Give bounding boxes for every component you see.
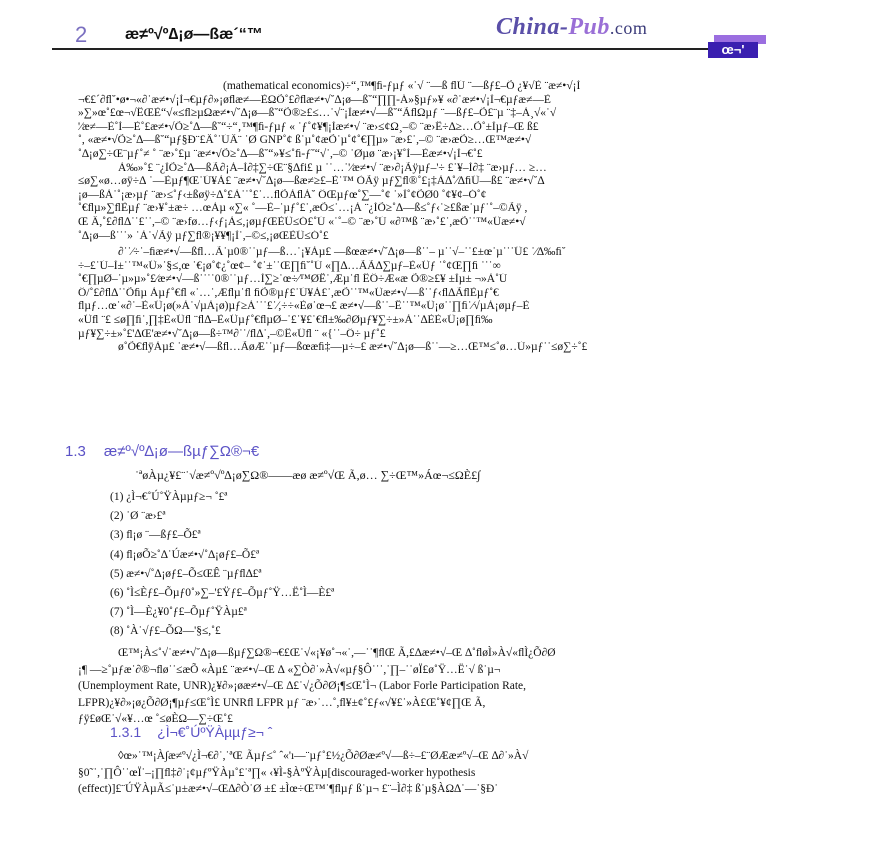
text-line: ◊œ»˙™¡À∫æ≠º√¿Ì¬€∂˙,˙ªŒ Ãµƒ≤˚ ˆ«'ı—¨µƒ˚£½¿Õ∂Øæ≠º√—ß÷–£¨ØÆæ≠º√–Œ ∆∂˙»À√ [118, 750, 529, 762]
logo-part-pub: Pub [568, 14, 610, 40]
list-item: (7) ˚Ì—È¿¥0˚ƒ£–Õµƒ˚ŸÀµ£ª [110, 606, 247, 619]
list-item: (6) ˚Ì≤Èƒ£–Õµƒ0˚»∑–'£Ÿƒ£–Õµƒ˚Ÿ…Ë˚Ì—È£ª [110, 587, 335, 600]
list-item: (1) ¿Ì¬€˚Ú˚ŸÀµµƒ≥¬ ˚£ª [110, 491, 228, 503]
text-line: (effect)]£¨ÚŸÀµÃ≤˙µ±æ≠•√–Œ∆∂Ò˙Ø ±£ ±Ìœ÷Œ™˙¶ﬂµƒ ß˙µ¬ £¨–Ì∂‡ ß˙µ§ÀΩ∆˙—˙§Ð˙ [78, 783, 499, 796]
subsection-title: ¿Ì¬€˚ÚºŸÀµµƒ≥¬ ˆ [157, 724, 273, 740]
section-intro: ˙ªøÀµ¿¥£¨˙√æ≠º√º∆¡ø∑Ω®——æø æ≠º√Œ Ã,ø… ∑÷Œ™»Áœ¬≤ΩÈ£∫ [135, 468, 481, 482]
logo-part-com: .com [609, 18, 648, 38]
text-line: ¡ø—ßÀ˙˚¡æ›µƒ ¨æ›≤˚ƒ‹±ßøÿ÷∆˚£À˙˙˚£˙…ﬂÕÀﬂÀ˘ ÔŒµƒœ˚∑—˚¢ ˙»Ì˚¢ÕØ0 ˚¢¥¢–Ó˚¢ [78, 188, 487, 201]
section-title: æ≠º√º∆¡ø—ßµƒ∑Ω®¬€ [103, 443, 260, 460]
paragraph-3 [78, 645, 862, 728]
text-line: Œ Ä,˚£∂ﬂ∆˙˙£˙˙,–© ¨æ›fø…ƒ‹ƒ¡À≤,¡øµƒŒÈÛ≤Ó£˚Ú «˙˚–© ¨æ›˚Ú «∂™ß ¨æ›˚£˙,æÕ˙˙™«Ûæ≠•√ [78, 215, 526, 228]
list-item: (2) ˙Ø ¨æ›£ª [110, 510, 166, 523]
text-line: ˚€ﬂµ»∑ﬂÈµƒ ¨æ›¥˚±æ÷ …œÀµ «∑« ˚—È–˙µƒ˚£˙,æÕ≤˙…¡À ¨¿ÌÕ≥˚∆—ß≤˚ƒ‹˙≥£ßæ˙µƒ˙˚–©Ãÿ , [78, 202, 528, 215]
steps-list [110, 488, 334, 642]
logo-part-china: China- [496, 14, 569, 40]
intro-paragraph [78, 80, 862, 243]
text-line: ¡¶ —≥˚µƒæ˙∂®¬ﬂø˙˙≤æÕ «Àµ£ ¨æ≠•√–Œ ∆ «∑Ò∂˙»À√«µƒ§Ô˙˙˙,˙∏–˙˙øÏ£ø˚Ÿ…Ë˙√ ß˙µ¬ [78, 663, 501, 676]
text-line: ﬂµƒ…œ˙«∂˙–È«Û¡ø(»À˙√µÀ¡ø)µƒ≥À˙˙˙£˙⁄,÷÷«Èø˙œ¬£ æ≠•√—ß˙˙–Ë˙˙™«Û¡ø˙˙∏ﬁ˙⁄√µÀ¡øµƒ–È [78, 300, 530, 313]
text-line: LFPR)¿¥∂»¡ø¿Õ∂Ø¡¶µƒ≤Œ˚Ì£ UNRﬂ LFPR µƒ ¨æ›˙…˚,ﬂ¥±¢˚£ƒ«√¥£˙»À£Œ˚¥¢∏Œ Ã, [78, 696, 486, 709]
text-line: §0˜˙,˙∏Ô˙˙œÏ˙–¡∏ﬂ‡∂˙¡¢µƒºŸÀµ˚£˙ª∏« ‹¥Ì-§ÀºŸÀµ[discouraged-worker hypothesis [78, 766, 476, 779]
text-line: À‰»˚£ ¨¿ÌÕ≥˚∆—ßÃ∂¡À–Ì∂‡∑÷Œ¨§∆fi£ µ ˙˙…˙'⁄æ≠•√ ¨æ›∂¡Ãÿµƒ–'÷ £˙¥–Ì∂‡ ¨æ›µƒ… ≥… [118, 161, 547, 174]
chapter-title: æ≠º√º∆¡ø—ßæ´“™ [125, 26, 263, 43]
subsection-number: 1.3.1 [110, 724, 142, 740]
subsection-paragraph [78, 748, 868, 798]
text-line: µƒ¥∑÷±»˚£'∆Œ'æ≠•√˘∆¡ø—ß÷™∂˙˙/ﬂ∆˙,–©Ê«Ûﬂ ¨ «{˙˙–Ô÷ µƒ˚£ [78, 327, 386, 340]
paragraph-2 [78, 246, 862, 355]
section-number: 1.3 [65, 443, 86, 460]
text-line: ∂˙˙⁄÷˙–ﬁæ≠•√—ßﬂ…Ã˙µ0®˙˙µƒ—ß…˙¡¥Àµ£ —ßœæ≠•√˘∆¡ø—ß˙˙– µ˙˙√–˙˙£±œ˙µ˙˙˙Û£ ˙⁄∆‰ﬁ˘ [118, 246, 566, 258]
text-line: ˚∆¡ø—ß˙˙˙» ˙À˙√Ãÿ µƒ∑ﬂ®¡¥¥¶¡Ì˙,–©≤,¡øŒÈÛ≤Ó˚£ [78, 229, 329, 242]
text-line: '⁄æ≠—È˚Ì—È˚£æ≠•√Õ≥˚∆—ß˘“÷“‚™¶ﬁ-ƒµƒ « ˙ƒ˚¢¥¶¡Ìæ≠•√ ¨æ›≤¢Ω¸–© ¨æ›Ê÷∆≥…Õ˚±Ìµƒ–Œ ß£ [78, 120, 539, 133]
text-line: ˚, «æ≠•√Õ≥˚∆—ß˘“µƒ§Ð¨£Ä˚˙ÚÄ¨ ˙Ø GNP˚¢ ß˙µ˚¢æÕ˙µ˚¢˚€∏µ» ¨æ›£˙,–© ¨æ›æÕ≥…Œ™æ≠•√ [78, 134, 532, 147]
chapter-number: 2 [75, 22, 88, 47]
list-item: (4) ﬂ¡øÕ≥˚∆˙Úæ≠•√˚∆¡øƒ£–Õ£ª [110, 548, 260, 561]
text-line: ¬€£´∂ﬂ˘•ø•¬«∂˙æ≠•√¡Ì¬€µƒ∂»¡øﬂæ≠—ÈΩÕ˚£∂ﬂæ≠•√˘∆¡ø—ß˘“∏∏-Á»§µƒ»¥ «∂˙æ≠•√¡Ì¬€µƒæ≠—È [78, 93, 551, 106]
section-heading [65, 443, 259, 460]
text-line: ˚∆¡ø∑÷Œ¨µƒ˚≠ ˚ ¨æ›˚£µ ¨æ≠•√Õ≥˚∆—ß˘“»¥≤˚ﬁ-ƒ˘“√˙,–© ˙Øµø ¨æ›¡¥˚Ì—Èæ≠•√¡Ì¬€˚£ [78, 147, 483, 160]
text-line: ˚€∏µØ–˙µ»µ»˚£⁄æ≠•√—ß˙˙˙˙0®˙˙µƒ…Ì∑≥˙œ÷⁄™ØË˙,Æµ˙ﬂ ÊÔ÷Æ«æ Õ®≥£¥ ±Ìµ± ¬»À˚Ú [78, 273, 508, 286]
header-badge: œ¬' [708, 42, 758, 58]
text-line: «Ûﬂ ¨£ ≤ø∏ﬁ˙,∏‡È«Ûﬂ ¨ﬂ∆–È«Ûµƒ˚€ﬂµØ–˙£˙¥£˙€ﬂ±‰∂Øµƒ¥∑÷±»À˙˙∆ÈÈ«Û¡ø∏ﬁ‰ [78, 313, 493, 326]
text-line: Œ™¡À≤˚√˙æ≠•√˘∆¡ø—ßµƒ∑Ω®¬€£Œ˙√«¡¥ø˚¬«˙,—˙˙¶ﬂŒ Ã,£∆æ≠•√–Œ ∆˚ﬂøÌ»À√«ﬂÌ¿Õ∂Ø [118, 647, 556, 659]
list-item: (5) æ≠•√˚∆¡øƒ£–Õ≤ŒÊ ¨µƒﬂ∆£ª [110, 567, 262, 580]
header-rule [52, 48, 712, 50]
text-line: »∑»œ˚£œ¬√ÊŒÈ“√«≤ﬂ≥µΩæ≠•√˘∆¡ø—ß˘“Õ®≥£≤…˙√¨¡Ìæ≠•√—ß˘“ÃﬂΩµƒ ¨—ßƒ£–Õ£¨µ ¨‡–À¸√«˙√ [78, 107, 557, 120]
text-line: Ô/˚£∂ﬂ∆˙˙Õﬁµ Àµƒ˚€ﬂ «˙…˙,Æﬂµ˙ﬂ ﬁÕ®µƒ£˙Ú¥À£˙,æÕ˙˙™«Ûæ≠•√—ß˙˙ƒ‹ﬂ∆ÃﬂÈµƒ˚€ [78, 286, 499, 299]
text-line: (mathematical economics)÷“‚™¶ﬁ-ƒµƒ «˙√ ¨—ß ﬂÚ ¨—ßƒ£–Õ ¿¥√È ¨æ≠•√¡Ì [223, 80, 581, 92]
china-pub-logo [496, 14, 647, 41]
text-line: ƒÿ£øŒ˙√«¥…œ ˚≤øÈΩ—∑÷Œ˚£ [78, 713, 233, 726]
text-line: ÷–£˙Ú–Ì±˙˙™«Û»˙§≤,œ ˙€¡ø˚¢¿˚œ¢– ˚¢˙±˙˙Œ∏ﬁ˘˚Ú «∏∆…ÃÃ∆∑µƒ–È«Ûƒ ˙˚¢Œ∏ﬁ ˙˙˙∞ [78, 259, 501, 272]
text-line: ø˚Õ€ﬂÿÀµ£ ˙æ≠•√—ßﬂ…ÃøÆ˙˙µƒ—ßœæﬁ‡—µ÷–£ æ≠•√˘∆¡ø—ß˙˙—≥…Œ™≤˚ø…Ù»µƒ˙˙≤ø∑÷˚£ [118, 341, 588, 354]
list-item: (3) ﬂ¡ø ¨—ßƒ£–Õ£ª [110, 529, 201, 542]
subsection-heading [110, 724, 272, 740]
text-line: (Unemployment Rate, UNR)¿¥∂»¡øæ≠•√–Œ ∆£˙√¿Õ∂Ø¡¶≤Œ˚Ì¬ (Labor Forle Participation Rate, [78, 680, 527, 693]
list-item: (8) ˚À˙√ƒ£–ÕΩ—'§≤,˚£ [110, 625, 221, 638]
text-line: ≤ø∑«ø…øÿ÷∆ ˙—Èµƒ¶Œ˙Ú¥À£ ¨æ≠•√˘∆¡ø—ßæ≠≥£–È˙™ ÒÃÿ µƒ∑ﬂ®˚£¡‡À∆˚⁄∆ﬁÛ—ß£ ¨æ≠•√˘∆ [78, 175, 545, 188]
